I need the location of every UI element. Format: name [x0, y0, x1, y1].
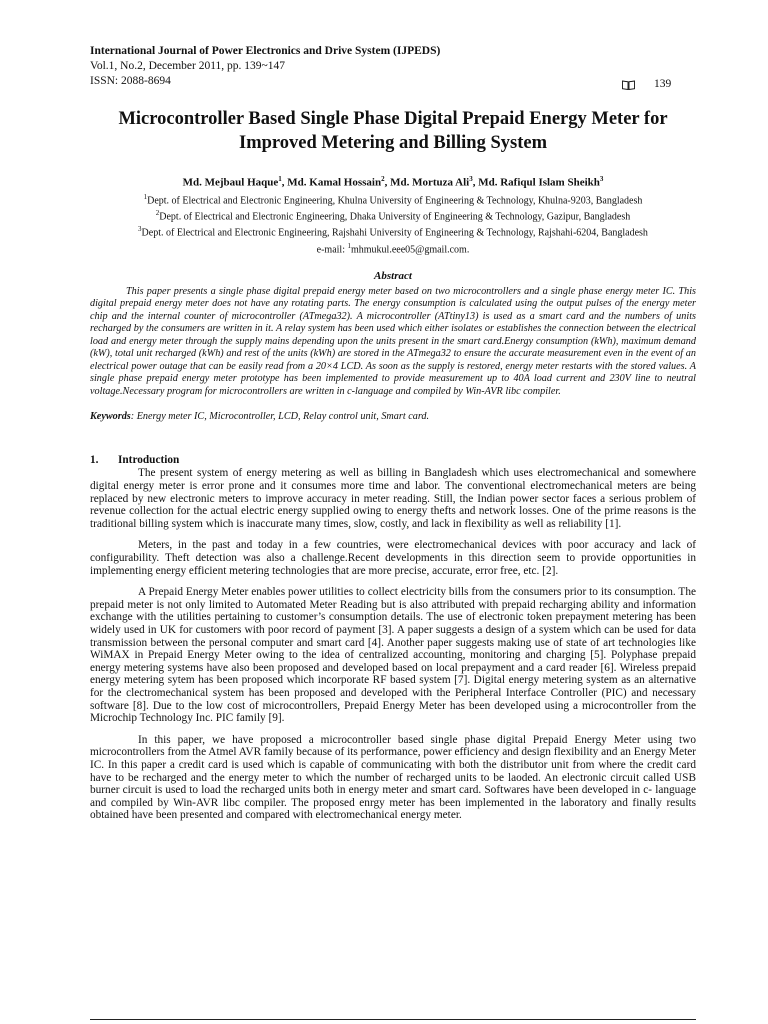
affiliation-list	[90, 191, 696, 256]
affiliation-text: Dept. of Electrical and Electronic Engineering, Dhaka University of Engineering & Technology, Gazipur, Bangladesh	[159, 211, 631, 223]
journal-volume: Vol.1, No.2, December 2011, pp. 139~147	[90, 60, 285, 72]
abstract-text: This paper presents a single phase digital prepaid energy meter based on two microcontrollers and a single phase energy meter IC. This digital prepaid energy meter does not have any rotating parts. The energy consumption is calculated using the output pulses of the energy meter chip and the internal counter of microcontroller (ATmega32). A microcontroller (ATtiny13) is used as a smart card and the numbers of units recharged by the consumers are written in it. A relay system has been used which either isolates or establishes the connection between the electrical load and energy meter through the supply mains depending upon the units present in the smart card.Energy consumption (kWh), maximum demand (kW), total unit recharged (kWh) and rest of the units (kWh) are stored in the ATmega32 to ensure the accurate measurement even in the event of an electrical power outage that can be easily read from a 20×4 LCD. As soon as the supply is restored, energy meter restarts with the stored values. A single phase prepaid energy meter prototype has been implemented to provide measurement up to 40A load current and 230V line to neutral voltage.Necessary program for microcontrollers are written in c-language and compiled by Win-AVR libc compiler.	[90, 285, 696, 397]
section-heading	[90, 453, 696, 467]
page-number: 139	[654, 78, 672, 90]
affiliation	[90, 191, 696, 207]
email-sup: 1	[347, 241, 351, 250]
paper-title: Microcontroller Based Single Phase Digital Prepaid Energy Meter for Improved Metering and Billing System	[118, 109, 668, 153]
paragraph: Meters, in the past and today in a few countries, were electromechanical devices with poor accuracy and lack of configurability. Theft detection was also a challenge.Recent developments in this direction seem to provide opportunities in implementing energy efficient metering technologies that are more precise, accurate, error free, etc. [2].	[90, 539, 696, 577]
email-address[interactable]: mhmukul.eee05@gmail.com.	[350, 243, 470, 255]
paragraph: The present system of energy metering as well as billing in Bangladesh which uses electromechanical and somewhere digital energy meter is error prone and it consumes more time and labor. The conventional electromechanical meters are being replaced by new electronic meters to improve accuracy in meter reading. Still, the Indian power sector faces a serious problem of revenue collection for the actual electric energy supplied owing to energy thefts and network losses. One of the prime reasons is the traditional billing system which is inaccurate many times, slow, costly, and lack in flexibility as well as reliability [1].	[90, 467, 696, 530]
affiliation-sup: 3	[138, 225, 142, 234]
author: Md. Kamal Hossain	[287, 176, 382, 189]
paragraph: In this paper, we have proposed a microcontroller based single phase digital Prepaid Energy Meter using two microcontrollers from the Atmel AVR family because of its performance, power efficiency and design flexibility and an Energy Meter IC. In this paper a credit card is used which is capable of communicating with both the distributor unit from where the credit card have to be recharged and the energy meter to which the number of recharged units to be laoded. An electronic circuit called USB burner circuit is used to load the recharged units both in energy meter and smart card. Softwares have been developed in c- language and compiled by Win-AVR libc compiler. The proposed enrgy meter has been implemented in the laboratory and finally results obtained have been presented and compared with electromechanical energy meter.	[90, 733, 696, 822]
author: Md. Rafiqul Islam Sheikh	[478, 176, 600, 189]
keywords	[90, 410, 696, 423]
affiliation-sup: 1	[143, 192, 148, 201]
author-sup: 3	[469, 175, 473, 183]
footer-rule	[90, 1019, 696, 1020]
author-sup: 1	[278, 175, 282, 183]
email-line	[90, 240, 696, 256]
journal-issn: ISSN: 2088-8694	[90, 75, 171, 87]
author-list: Md. Mejbaul Haque$^1$, Md. Kamal Hossain$^2$, Md. Mortuza Ali$^3$, Md. Rafiqul Islam Sheikh$^3$	[182, 175, 604, 189]
journal-name: International Journal of Power Electronics and Drive System (IJPEDS)	[90, 45, 441, 57]
affiliation-text: Dept. of Electrical and Electronic Engineering, Rajshahi University of Engineering & Technology, Rajshahi-6204, Bangladesh	[141, 227, 648, 239]
paragraph: A Prepaid Energy Meter enables power utilities to collect electricity bills from the consumers prior to its consumption. The prepaid meter is not only limited to Automated Meter Reading but is also attributed with prepaid recharging ability and information exchange with the utilities pertaining to customer’s consumption details. The use of electronic token prepayment metering has been widely used in UK for customers with poor record of payment [3]. A paper suggests a design of a system which can be used for data transmission between the personal computer and smart card [4]. Another paper suggests making use of state of art technologies like WiMAX in Prepaid Energy Meter owing to the idea of centralized accounting, monitoring and charging [5]. Polyphase prepaid energy metering systems have also been proposed and developed based on local prepayment and a card reader [6]. Wireless prepaid energy metering sytem has been proposed which incorporate RF based system [7]. Digital energy metering system as an alternative for the clectromechanical system has been proposed and developed with the Peripheral Interface Controller (PIC) and necessary software [8]. Due to the low cost of microcontrollers, Prepaid Energy Meter has been developed using a microcontroller from the Microchip Technology Inc. PIC family [9].	[90, 586, 696, 725]
affiliation-text: Dept. of Electrical and Electronic Engineering, Khulna University of Engineering & Technology, Khulna-9203, Bangladesh	[147, 194, 643, 206]
author: Md. Mortuza Ali	[390, 176, 470, 189]
paper-page	[90, 44, 696, 831]
keywords-text: : Energy meter IC, Microcontroller, LCD, Relay control unit, Smart card.	[130, 411, 430, 423]
journal-header	[90, 44, 696, 89]
keywords-label: Keywords	[90, 411, 131, 423]
affiliation-sup: 2	[155, 208, 160, 217]
section-title: Introduction	[118, 454, 180, 467]
abstract-heading: Abstract	[374, 269, 412, 282]
affiliation	[90, 207, 696, 223]
section-number: 1.	[90, 454, 99, 467]
email-prefix: e-mail:	[316, 243, 348, 255]
affiliation	[90, 223, 696, 239]
author-sup: 3	[599, 175, 604, 183]
author: Md. Mejbaul Haque	[182, 176, 279, 189]
author-sup: 2	[381, 175, 385, 183]
